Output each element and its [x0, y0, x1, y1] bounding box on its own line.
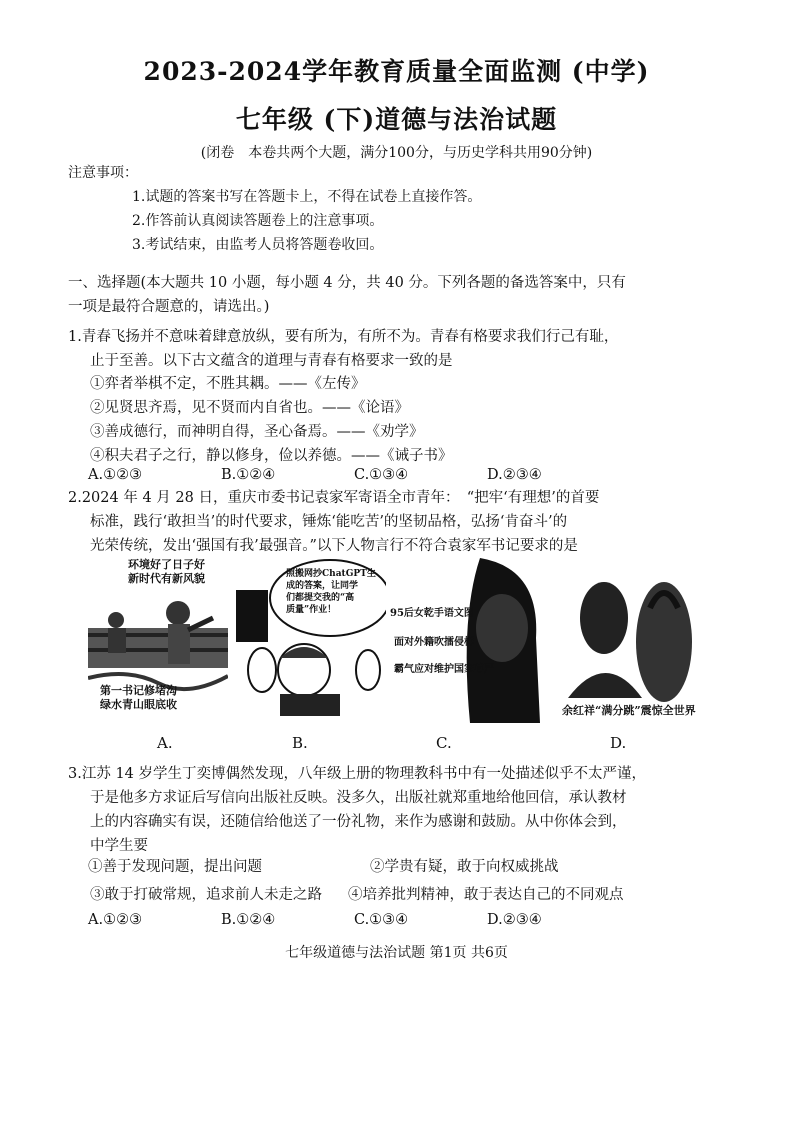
note-item: 2.作答前认真阅读答题卷上的注意事项。 — [132, 213, 384, 229]
diver-portrait-illustration — [546, 558, 718, 723]
q2-option-d[interactable]: D. — [610, 734, 627, 752]
question-2 — [68, 486, 728, 558]
q2-option-a[interactable]: A. — [157, 734, 173, 752]
q2-image-a[interactable] — [88, 558, 228, 718]
q2-image-b[interactable] — [236, 558, 386, 718]
q2-image-c-text-2: 面对外籍吹擂侵样 — [394, 637, 474, 648]
q1-option-b[interactable]: B.①②④ — [221, 467, 276, 483]
q1-statement-1: ①弈者举棋不定，不胜其耦。——《左传》 — [90, 376, 366, 392]
q2-image-c-text-1: 95后女乾手语文图 — [390, 608, 474, 619]
q1-option-d[interactable]: D.②③④ — [487, 467, 542, 483]
q1-statement-3: ③善成德行，而神明自得，圣心备焉。——《劝学》 — [90, 424, 424, 440]
q2-image-d-caption: 余红祥“满分跳”震惊全世界 — [562, 704, 696, 717]
exam-title: 2023-2024学年教育质量全面监测 (中学) — [143, 57, 650, 86]
q3-statement-1: ①善于发现问题，提出问题 — [88, 859, 262, 875]
q1-options — [88, 467, 648, 483]
q2-image-c[interactable] — [390, 558, 540, 723]
question-2-line: 光荣传统，发出‘强国有我’最强音。”以下人物言行不符合袁家军书记要求的是 — [90, 538, 578, 554]
question-3-line: 于是他多方求证后写信向出版社反映。没多久，出版社就郑重地给他回信，承认教材 — [90, 790, 627, 806]
exam-subject-title: 七年级 (下)道德与法治试题 — [235, 105, 558, 134]
q3-option-b[interactable]: B.①②④ — [221, 912, 276, 928]
question-2-line: 2.2024 年 4 月 28 日，重庆市委书记袁家军寄语全市青年： “把牢‘有理想’的首要 — [68, 490, 600, 506]
q3-statement-2: ②学贵有疑，敢于向权威挑战 — [370, 859, 559, 875]
q3-option-d[interactable]: D.②③④ — [487, 912, 542, 928]
section-header-line: 一、选择题(本大题共 10 小题，每小题 4 分，共 40 分。下列各题的备选答案中，只有 — [68, 275, 626, 291]
q3-statement-4: ④培养批判精神，敢于表达自己的不同观点 — [348, 887, 624, 903]
q3-statement-3: ③敢于打破常规，追求前人未走之路 — [90, 887, 322, 903]
page-footer: 七年级道德与法治试题 第1页 共6页 — [285, 945, 508, 961]
q2-image-b-speech-bubble: 照搬网抄ChatGPT生 成的答案，让同学 们都提交我的“高 质量”作业！ — [286, 569, 376, 615]
section-header — [68, 271, 728, 319]
question-1 — [68, 325, 728, 373]
notes-heading: 注意事项： — [68, 165, 138, 181]
q2-option-b[interactable]: B. — [292, 734, 308, 752]
q3-options — [88, 912, 648, 928]
q1-option-a[interactable]: A.①②③ — [88, 467, 143, 483]
q2-image-a-top-caption: 环境好了日子好 新时代有新风貌 — [128, 558, 205, 585]
question-3-line: 3.江苏 14 岁学生丁奕博偶然发现，八年级上册的物理教科书中有一处描述似乎不太严谨， — [68, 766, 646, 782]
q2-image-d[interactable] — [546, 558, 718, 723]
note-item: 3.考试结束，由监考人员将答题卷收回。 — [132, 237, 384, 253]
q3-option-c[interactable]: C.①③④ — [354, 912, 409, 928]
q2-image-row — [88, 558, 718, 728]
exam-instructions: (闭卷 本卷共两个大题，满分100分，与历史学科共用90分钟) — [200, 145, 593, 161]
q3-option-a[interactable]: A.①②③ — [88, 912, 143, 928]
q2-option-c[interactable]: C. — [436, 734, 452, 752]
question-1-line: 1.青春飞扬并不意味着肆意放纵，要有所为，有所不为。青春有格要求我们行己有耻， — [68, 329, 619, 345]
q1-statement-2: ②见贤思齐焉，见不贤而内自省也。——《论语》 — [90, 400, 409, 416]
q2-image-c-text-3: 霸气应对维护国家尊严 — [394, 664, 494, 675]
question-3-line: 中学生要 — [90, 838, 148, 854]
note-item: 1.试题的答案书写在答题卡上，不得在试卷上直接作答。 — [132, 189, 482, 205]
question-3-line: 上的内容确实有误，还随信给他送了一份礼物，来作为感谢和鼓励。从中你体会到， — [90, 814, 627, 830]
q1-option-c[interactable]: C.①③④ — [354, 467, 409, 483]
question-1-line: 止于至善。以下古文蕴含的道理与青春有格要求一致的是 — [90, 353, 453, 369]
q1-statement-4: ④积夫君子之行，静以修身，俭以养德。——《诫子书》 — [90, 448, 453, 464]
question-2-line: 标准，践行‘敢担当’的时代要求，锤炼‘能吃苦’的坚韧品格，弘扬‘肯奋斗’的 — [90, 514, 568, 530]
q2-image-a-bottom-caption: 第一书记修堵沟 绿水青山眼底收 — [100, 684, 177, 711]
section-header-line: 一项是最符合题意的，请选出。) — [68, 299, 270, 315]
question-3 — [68, 762, 728, 858]
